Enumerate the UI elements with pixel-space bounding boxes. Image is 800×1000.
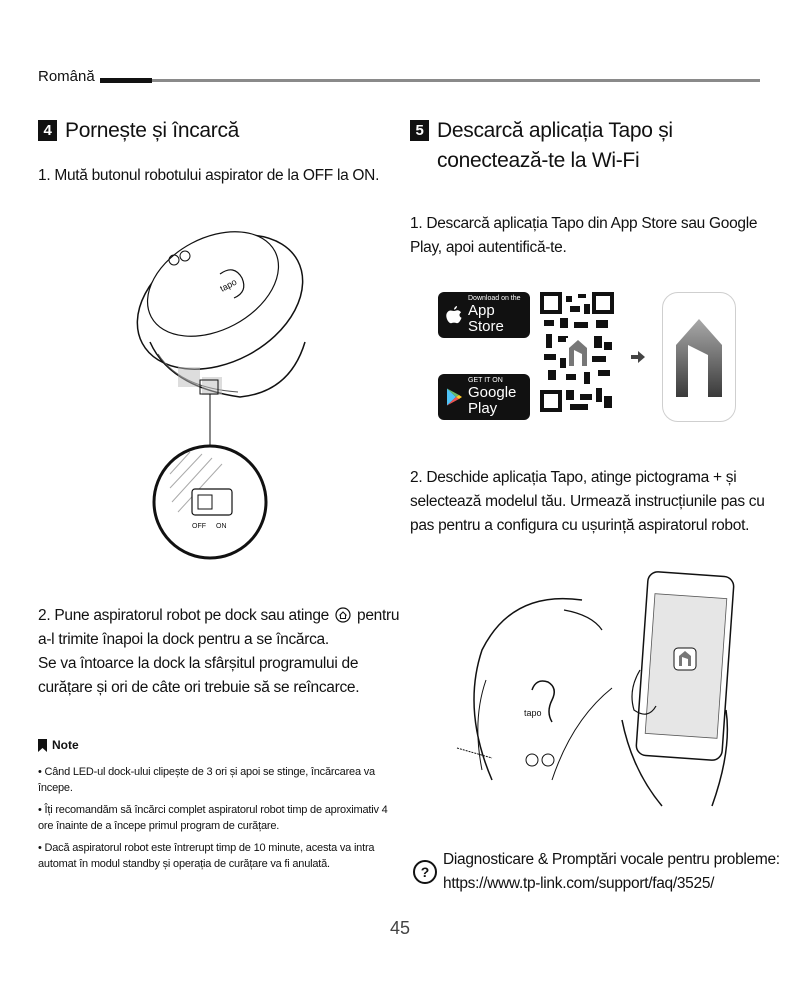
app-store-badge[interactable] [438,292,530,338]
switch-on-label: ON [216,523,227,530]
note-title: Note [52,738,79,752]
page-number: 45 [389,918,411,938]
arrow-right-icon [631,351,645,363]
apple-icon [446,306,462,325]
note-item: • Îți recomandăm să încărci complet aspiratorul robot timp de aproximativ 4 ore înainte de a începe primul program de curățare. [38,804,388,832]
help-text: Diagnosticare & Promptări vocale pentru probleme: [443,851,780,868]
section-4-heading [38,116,398,146]
section-4-step-1: 1. Mută butonul robotului aspirator de la OFF la ON. [38,167,380,184]
section-5-number: 5 [410,120,429,141]
app-store-big-text: App Store [468,302,504,335]
robot-switch-illustration [130,212,310,568]
app-store-small-text: Download on the [468,295,521,302]
section-5-title: Descarcă aplicația Tapo și conectează-te la Wi-Fi [437,119,673,172]
step-2-text-b: pentru a-l trimite înapoi la dock pentru a se încărca. [38,607,400,648]
robot-brand-label: tapo [218,276,239,294]
tapo-app-tile [662,292,736,422]
step-2-text-c: Se va întoarce la dock la sfârșitul programului de curățare și ori de câte ori trebuie să se reîncarce. [38,655,360,696]
section-4-step-2 [38,604,400,700]
google-play-badge[interactable] [438,374,530,420]
tapo-app-icon [674,317,724,397]
section-5-step-1: 1. Descarcă aplicația Tapo din App Store sau Google Play, apoi autentifică-te. [410,215,758,256]
step-2-text-a: 2. Pune aspiratorul robot pe dock sau atinge [38,607,329,624]
section-4-number: 4 [38,120,57,141]
switch-off-label: OFF [192,523,206,530]
robot-brand-label-2: tapo [524,708,542,718]
note-heading [38,738,79,752]
note-list [38,764,400,878]
robot-phone-illustration [452,570,742,810]
header-rule [100,79,760,82]
google-play-small-text: GET IT ON [468,377,503,384]
section-5-step-2: 2. Deschide aplicația Tapo, atinge pictograma + și selectează modelul tău. Urmează instrucțiunile pas cu pas pentru a configura cu ușurință aspiratorul robot. [410,469,765,534]
google-play-big-text: Google Play [468,384,517,417]
note-item: • Când LED-ul dock-ului clipește de 3 ori și apoi se stinge, încărcarea va începe. [38,766,375,794]
section-4-title: Pornește și încarcă [65,119,240,142]
home-return-icon [335,607,351,623]
language-label: Română [38,68,95,85]
note-item: • Dacă aspiratorul robot este întrerupt timp de 10 minute, acesta va intra automat în modul standby și operația de curățare va fi anulată. [38,842,375,870]
help-block [443,848,783,896]
question-icon: ? [413,860,437,884]
help-link[interactable]: https://www.tp-link.com/support/faq/3525/ [443,875,715,892]
qr-code-icon [540,292,614,412]
section-5-heading [410,116,765,176]
google-play-icon [446,388,462,406]
note-flag-icon [38,739,47,752]
